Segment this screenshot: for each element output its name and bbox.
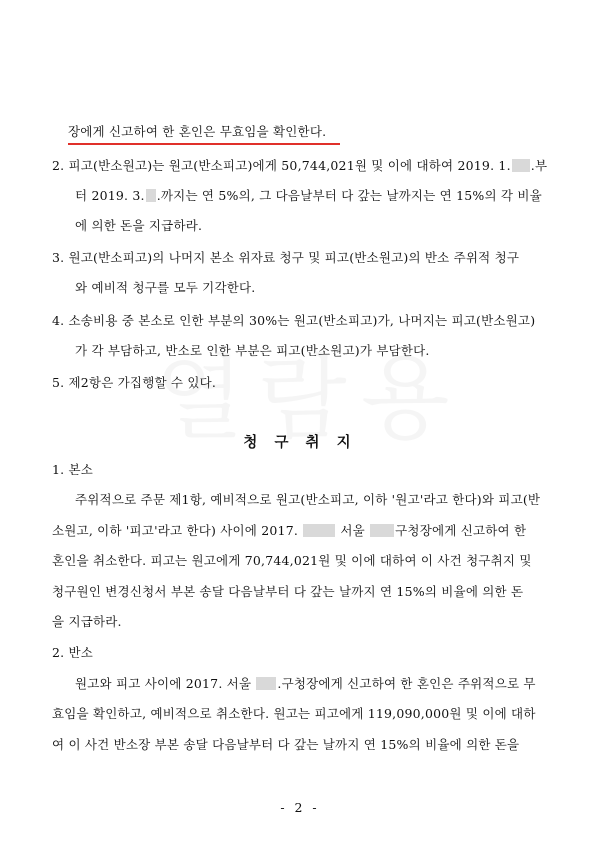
redaction-box bbox=[146, 189, 156, 202]
text-line: 장에게 신고하여 한 혼인은 무효임을 확인한다. bbox=[68, 124, 327, 139]
text-line bbox=[52, 523, 526, 539]
text-line: 효임을 확인하고, 예비적으로 취소한다. 원고는 피고에게 119,090,000원 및 이에 대하 bbox=[52, 706, 536, 721]
text-line: 에 의한 돈을 지급하라. bbox=[75, 218, 203, 233]
text-segment: .구청장에게 신고하여 한 혼인은 주위적으로 무 bbox=[277, 676, 536, 691]
text-segment: 터 2019. 3. bbox=[75, 188, 145, 203]
redaction-box bbox=[303, 524, 335, 537]
page-number: - 2 - bbox=[280, 800, 320, 815]
text-segment: .부 bbox=[530, 158, 548, 173]
text-line: 혼인을 취소한다. 피고는 원고에게 70,744,021원 및 이에 대하여 이 사건 청구취지 및 bbox=[52, 553, 532, 568]
text-segment: 소원고, 이하 '피고'라고 한다) 사이에 2017. bbox=[52, 523, 299, 538]
text-segment: 2. 피고(반소원고)는 원고(반소피고)에게 50,744,021원 및 이에 대하여 2019. 1. bbox=[52, 158, 511, 173]
text-line bbox=[75, 188, 542, 204]
text-line bbox=[75, 676, 536, 692]
section-heading: 청 구 취 지 bbox=[243, 435, 357, 451]
subsection-title: 1. 본소 bbox=[52, 462, 94, 477]
text-segment: 구청장에게 신고하여 한 bbox=[395, 523, 527, 538]
red-underline bbox=[68, 143, 340, 145]
text-segment: .까지는 연 5%의, 그 다음날부터 다 갚는 날까지는 연 15%의 각 비율 bbox=[156, 188, 542, 203]
subsection-title: 2. 반소 bbox=[52, 645, 94, 660]
text-line: 주위적으로 주문 제1항, 예비적으로 원고(반소피고, 이하 '원고'라고 한다)와 피고(반 bbox=[75, 492, 541, 507]
text-segment: 서울 bbox=[340, 523, 365, 538]
text-line: 가 각 부담하고, 반소로 인한 부분은 피고(반소원고)가 부담한다. bbox=[75, 343, 430, 358]
text-line: 청구원인 변경신청서 부본 송달 다음날부터 다 갚는 날까지 연 15%의 비율에 의한 돈 bbox=[52, 584, 524, 599]
text-line: 4. 소송비용 중 본소로 인한 부분의 30%는 원고(반소피고)가, 나머지는 피고(반소원고) bbox=[52, 313, 536, 328]
text-line bbox=[52, 158, 547, 174]
text-line: 와 예비적 청구를 모두 기각한다. bbox=[75, 280, 256, 295]
text-line: 을 지급하라. bbox=[52, 614, 122, 629]
text-line: 5. 제2항은 가집행할 수 있다. bbox=[52, 375, 217, 390]
text-line: 여 이 사건 반소장 부본 송달 다음날부터 다 갚는 날까지 연 15%의 비율에 의한 돈을 bbox=[52, 737, 520, 752]
text-line: 3. 원고(반소피고)의 나머지 본소 위자료 청구 및 피고(반소원고)의 반소 주위적 청구 bbox=[52, 250, 520, 265]
text-segment: 원고와 피고 사이에 2017. 서울 bbox=[75, 676, 252, 691]
redaction-box bbox=[256, 677, 276, 690]
redaction-box bbox=[512, 159, 530, 172]
redaction-box bbox=[370, 524, 394, 537]
